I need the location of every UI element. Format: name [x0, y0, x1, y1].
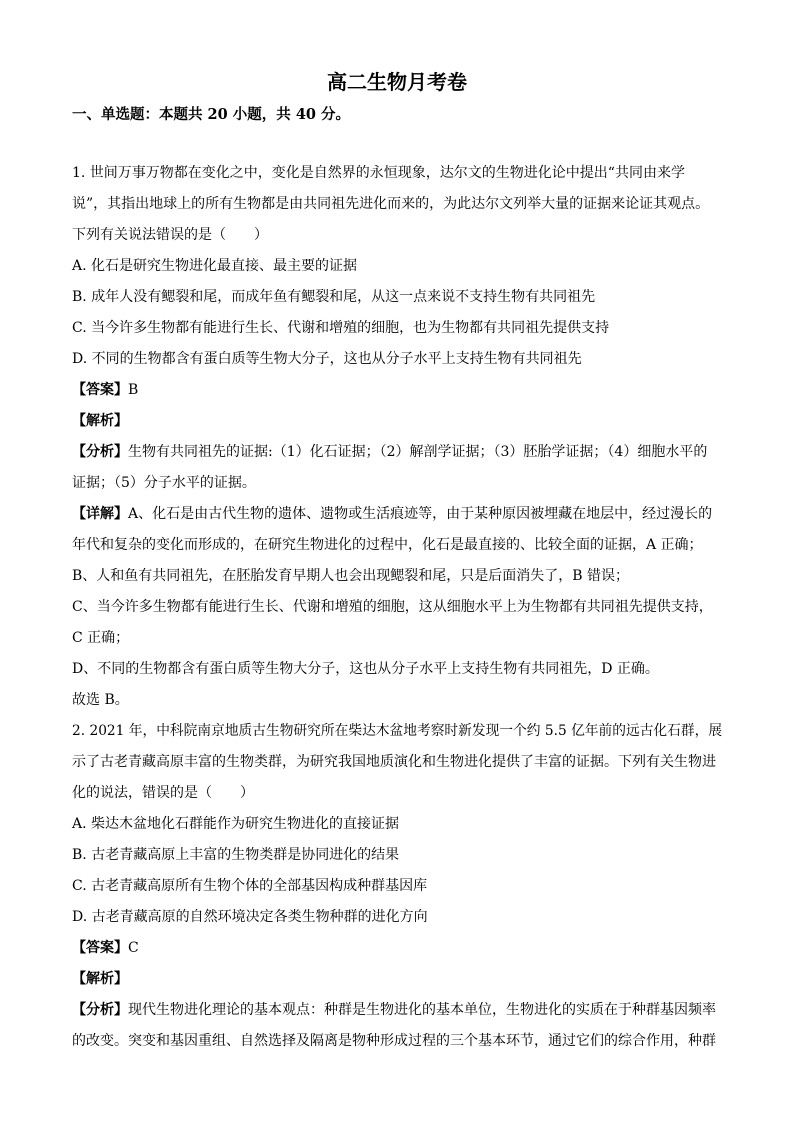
q1-detail-text-1: A、化石是由古代生物的遗体、遗物或生活痕迹等，由于某种原因被埋藏在地层中，经过漫长的 — [128, 506, 713, 522]
q2-answer-tag: 【答案】 — [72, 940, 128, 956]
q1-stem-line-3: 下列有关说法错误的是（ ） — [72, 227, 268, 243]
q1-detail-line-7: 故选 B。 — [72, 692, 129, 708]
q1-analysis-line-1 — [72, 442, 707, 462]
q2-stem-line-2: 示了古老青藏高原丰富的生物类群，为研究我国地质演化和生物进化提供了丰富的证据。下列有关生物进 — [72, 754, 716, 770]
q1-detail-line-5: C 正确； — [72, 630, 130, 646]
q2-stem-line-1: 2. 2021 年，中科院南京地质古生物研究所在柴达木盆地考察时新发现一个约 5.5 亿年前的远古化石群，展 — [72, 723, 723, 739]
q1-analysis-line-2: 证据；（5）分子水平的证据。 — [72, 475, 256, 491]
section-heading: 一、单选题：本题共 20 小题，共 40 分。 — [72, 106, 351, 123]
page-title: 高二生物月考卷 — [327, 70, 467, 94]
q1-answer-value: B — [128, 382, 139, 398]
q1-detail-tag: 【详解】 — [72, 506, 128, 522]
q2-answer-value: C — [128, 940, 139, 956]
q1-detail-line-3: B、人和鱼有共同祖先，在胚胎发育早期人也会出现鳃裂和尾，只是后面消失了，B 错误； — [72, 568, 630, 584]
q1-option-c: C. 当今许多生物都有能进行生长、代谢和增殖的细胞，也为生物都有共同祖先提供支持 — [72, 320, 610, 336]
q2-analysis-line-1 — [72, 1000, 716, 1020]
q1-jiexi-tag: 【解析】 — [72, 413, 128, 429]
q2-option-a: A. 柴达木盆地化石群能作为研究生物进化的直接证据 — [72, 816, 400, 832]
q1-detail-line-4: C、当今许多生物都有能进行生长、代谢和增殖的细胞，这从细胞水平上为生物都有共同祖先提供支持， — [72, 599, 713, 615]
q1-analysis-tag: 【分析】 — [72, 444, 128, 460]
q1-detail-line-6: D、不同的生物都含有蛋白质等生物大分子，这也从分子水平上支持生物有共同祖先，D 正确。 — [72, 661, 659, 677]
q2-analysis-tag: 【分析】 — [72, 1002, 128, 1018]
q2-jiexi-tag: 【解析】 — [72, 971, 128, 987]
q1-answer — [72, 380, 138, 400]
q2-stem-line-3: 化的说法，错误的是（ ） — [72, 785, 254, 801]
q1-stem-line-2: 说”，其指出地球上的所有生物都是由共同祖先进化而来的，为此达尔文列举大量的证据来论证其观点。 — [72, 196, 710, 212]
q2-answer — [72, 938, 139, 958]
q1-answer-tag: 【答案】 — [72, 382, 128, 398]
q1-detail-line-1 — [72, 504, 712, 524]
q1-option-a: A. 化石是研究生物进化最直接、最主要的证据 — [72, 258, 358, 274]
q2-analysis-line-2: 的改变。突变和基因重组、自然选择及隔离是物种形成过程的三个基本环节，通过它们的综合作用，种群 — [72, 1033, 716, 1049]
q1-detail-line-2: 年代和复杂的变化而形成的，在研究生物进化的过程中，化石是最直接的、比较全面的证据，A 正确； — [72, 537, 703, 553]
q1-option-b: B. 成年人没有鳃裂和尾，而成年鱼有鳃裂和尾，从这一点来说不支持生物有共同祖先 — [72, 289, 596, 305]
q2-option-d: D. 古老青藏高原的自然环境决定各类生物种群的进化方向 — [72, 909, 428, 925]
q1-option-d: D. 不同的生物都含有蛋白质等生物大分子，这也从分子水平上支持生物有共同祖先 — [72, 351, 582, 367]
q1-analysis-text-1: 生物有共同祖先的证据:（1）化石证据；（2）解剖学证据；（3）胚胎学证据；（4）细胞水平的 — [128, 444, 708, 460]
q2-analysis-text-1: 现代生物进化理论的基本观点：种群是生物进化的基本单位，生物进化的实质在于种群基因频率 — [128, 1002, 716, 1018]
q2-option-c: C. 古老青藏高原所有生物个体的全部基因构成种群基因库 — [72, 878, 428, 894]
q2-option-b: B. 古老青藏高原上丰富的生物类群是协同进化的结果 — [72, 847, 400, 863]
q1-stem-line-1: 1. 世间万事万物都在变化之中，变化是自然界的永恒现象，达尔文的生物进化论中提出“共同由来学 — [72, 165, 685, 181]
